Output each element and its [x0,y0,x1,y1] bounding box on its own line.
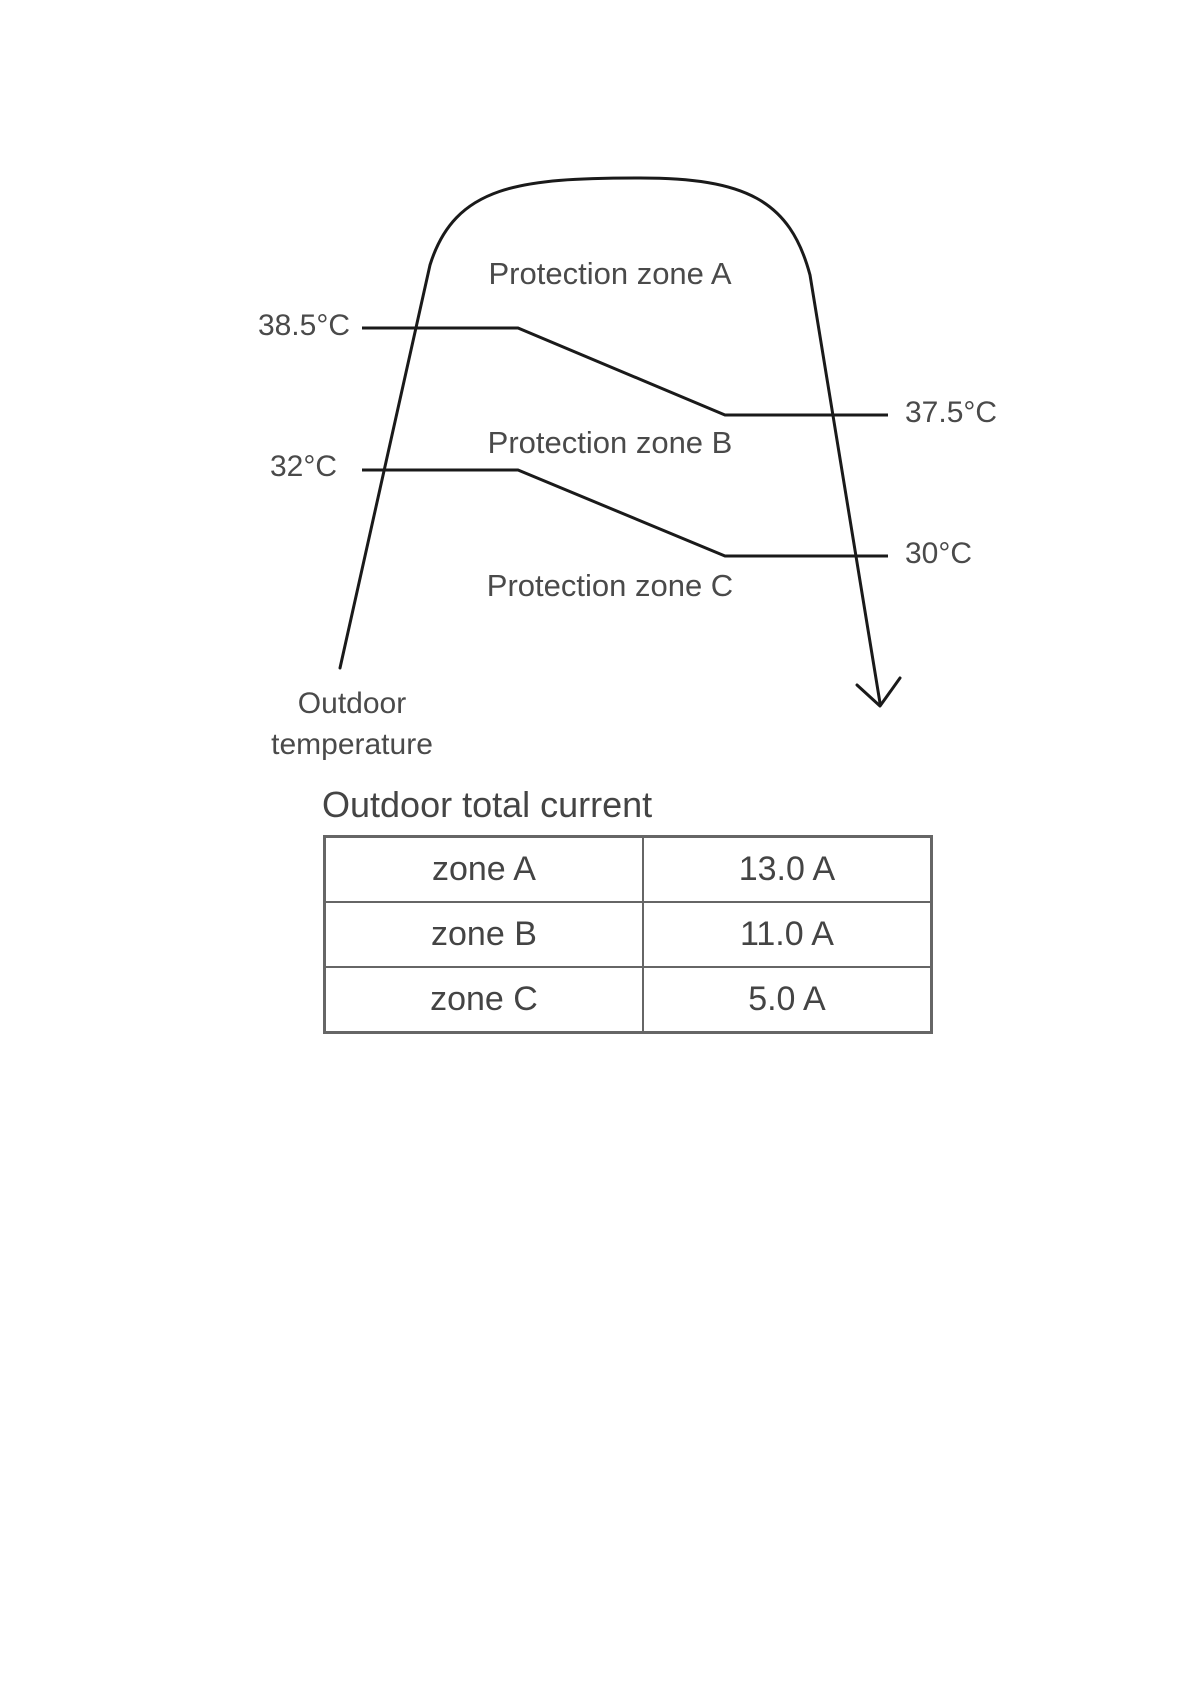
current-value-cell: 11.0 A [643,902,932,967]
table-row [325,902,932,967]
axis-label-line2: temperature [271,728,433,761]
table-row [325,837,932,903]
threshold-upper-left-label: 38.5°C [257,309,350,342]
current-value-cell: 5.0 A [643,967,932,1033]
table-row [325,967,932,1033]
lower-threshold-line [362,470,888,556]
upper-threshold-line [362,328,888,415]
current-table [323,835,933,1034]
current-table-title: Outdoor total current [322,784,653,825]
zone-cell: zone A [325,837,643,903]
zone-b-label: Protection zone B [487,425,733,460]
zone-a-label: Protection zone A [488,256,732,291]
threshold-lower-right-label: 30°C [905,537,973,570]
zone-c-label: Protection zone C [486,568,734,603]
current-value-cell: 13.0 A [643,837,932,903]
zone-cell: zone C [325,967,643,1033]
zone-cell: zone B [325,902,643,967]
threshold-upper-right-label: 37.5°C [905,396,998,429]
axis-label-line1: Outdoor [297,687,407,720]
threshold-lower-left-label: 32°C [269,450,337,483]
